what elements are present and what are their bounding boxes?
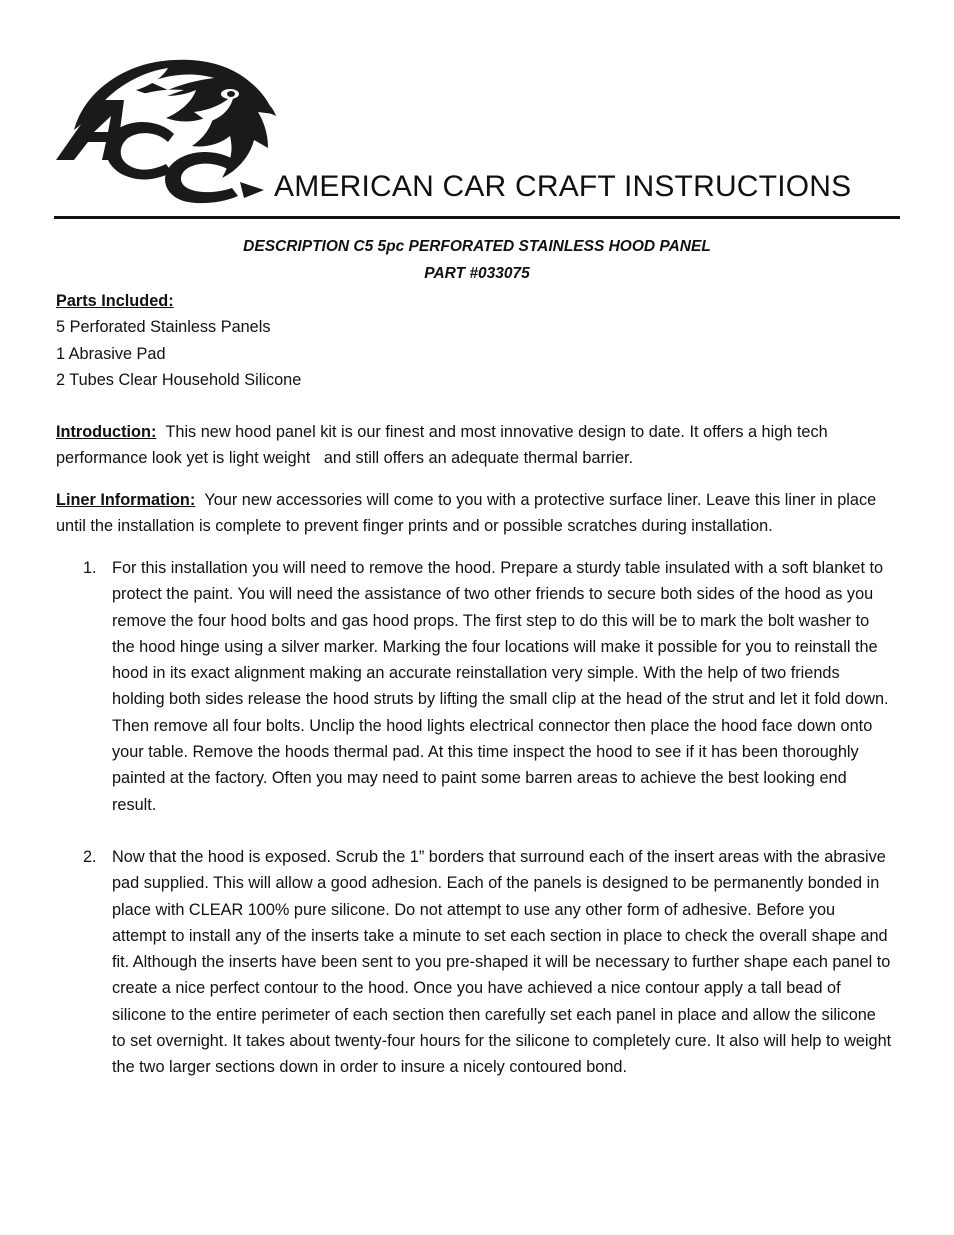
instruction-step-list	[56, 555, 892, 818]
step-text: For this installation you will need to remove the hood. Prepare a sturdy table insulated with a soft blanket to protect the paint. You will need the assistance of two other friends to secure both sides of the hood as you remove the four hood bolts and gas hood props. The first step to do this will be to mark the bolt washer to the hood hinge using a silver marker. Marking the four locations will make it possible for you to reinstall the hood in its exact alignment making an accurate reinstallation very simple. With the help of two friends holding both sides release the hood struts by lifting the small clip at the head of the strut and let it fold down. Then remove all four bolts. Unclip the hood lights electrical connector then place the hood face down onto your table. Remove the hoods thermal pad. At this time inspect the hood to see if it has been thoroughly painted at the factory. Often you may need to paint some barren areas to achieve the best looking end result.	[112, 559, 889, 814]
step-text: Now that the hood is exposed. Scrub the 1” borders that surround each of the insert areas with the abrasive pad supplied. This will allow a good adhesion. Each of the panels is designed to be permanently bonded in place with CLEAR 100% pure silicone. Do not attempt to use any other form of adhesive. Before you attempt to install any of the inserts take a minute to set each section in place to check the overall shape and fit. Although the inserts have been sent to you pre-shaped it will be necessary to further shape each panel to create a nice perfect contour to the hood. Once you have achieved a nice contour apply a tall bead of silicone to the entire perimeter of each section then carefully set each panel in place and allow the silicone to set overnight. It takes about twenty-four hours for the silicone to completely cure. It also will help to weight the two larger sections down in order to insure a nicely contoured bond.	[112, 848, 892, 1077]
title-divider	[54, 216, 900, 219]
parts-list-item: 2 Tubes Clear Household Silicone	[56, 370, 302, 389]
product-description: DESCRIPTION C5 5pc PERFORATED STAINLESS HOOD PANEL	[243, 238, 711, 255]
acc-eagle-logo	[54, 52, 276, 204]
parts-included-heading: Parts Included:	[56, 292, 174, 310]
step-number: 2.	[83, 848, 97, 866]
parts-list-item: 5 Perforated Stainless Panels	[56, 318, 271, 337]
step-number: 1.	[83, 559, 97, 577]
introduction-paragraph	[56, 419, 902, 472]
introduction-text: This new hood panel kit is our finest and most innovative design to date. It offers a high tech performance look yet is light weight and still offers an adequate thermal barrier.	[56, 423, 833, 468]
liner-information-text: Your new accessories will come to you with a protective surface liner. Leave this liner in place until the installation is complete to prevent finger prints and or possible scratches during installation.	[56, 491, 877, 536]
document-title: AMERICAN CAR CRAFT INSTRUCTIONS	[274, 170, 852, 203]
instruction-step	[56, 555, 892, 818]
instruction-step-list	[56, 844, 892, 1081]
parts-list-item: 1 Abrasive Pad	[56, 344, 166, 363]
instruction-step	[56, 844, 892, 1081]
part-number: PART #033075	[424, 265, 530, 282]
introduction-label: Introduction:	[56, 423, 157, 441]
liner-information-label: Liner Information:	[56, 491, 196, 509]
liner-information-paragraph	[56, 487, 902, 540]
parts-included-section	[56, 288, 902, 393]
